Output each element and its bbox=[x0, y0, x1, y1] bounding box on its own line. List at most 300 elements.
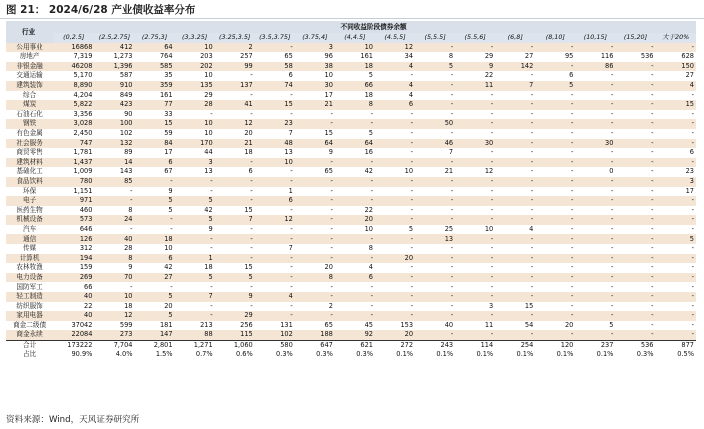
table-cell: - bbox=[615, 330, 655, 340]
table-cell: - bbox=[415, 71, 455, 81]
column-header: (3.75,4] bbox=[295, 33, 335, 43]
industry-name: 钢铁 bbox=[6, 119, 53, 129]
table-cell: - bbox=[575, 158, 615, 168]
table-cell: - bbox=[535, 244, 575, 254]
column-header: (4.5,5] bbox=[375, 33, 415, 43]
industry-name: 商贸零售 bbox=[6, 148, 53, 158]
row-header-industry: 行业 bbox=[6, 21, 53, 43]
column-header: (0,2.5] bbox=[53, 33, 94, 43]
table-cell: 5 bbox=[175, 273, 215, 283]
table-cell: 10 bbox=[135, 244, 175, 254]
table-cell: - bbox=[335, 158, 375, 168]
table-cell: 5 bbox=[575, 321, 615, 331]
table-cell: 585 bbox=[135, 62, 175, 72]
table-cell: 1,151 bbox=[53, 187, 94, 197]
table-cell: - bbox=[656, 91, 696, 101]
table-cell: - bbox=[455, 215, 495, 225]
table-cell: - bbox=[215, 196, 255, 206]
column-header: (3.5,3.75] bbox=[255, 33, 295, 43]
table-cell: 17 bbox=[656, 187, 696, 197]
table-cell: - bbox=[495, 254, 535, 264]
table-cell: - bbox=[375, 263, 415, 273]
table-cell: 92 bbox=[335, 330, 375, 340]
table-cell: - bbox=[415, 187, 455, 197]
table-cell: 4 bbox=[375, 81, 415, 91]
table-cell: - bbox=[615, 321, 655, 331]
table-cell: 86 bbox=[575, 62, 615, 72]
table-cell: 971 bbox=[53, 196, 94, 206]
table-cell: 4 bbox=[255, 292, 295, 302]
table-cell: 621 bbox=[335, 340, 375, 350]
table-cell: - bbox=[535, 129, 575, 139]
table-cell: 10 bbox=[255, 158, 295, 168]
table-cell: 27 bbox=[656, 71, 696, 81]
table-cell: 15 bbox=[295, 129, 335, 139]
table-cell: - bbox=[135, 215, 175, 225]
table-cell: 5,170 bbox=[53, 71, 94, 81]
table-cell: 66 bbox=[335, 81, 375, 91]
table-row bbox=[6, 225, 696, 235]
table-cell: 17 bbox=[295, 91, 335, 101]
table-cell: 646 bbox=[53, 225, 94, 235]
table-cell: - bbox=[415, 206, 455, 216]
table-cell: - bbox=[295, 311, 335, 321]
table-cell: - bbox=[415, 273, 455, 283]
industry-name: 轻工制造 bbox=[6, 292, 53, 302]
table-cell: 0.6% bbox=[215, 350, 255, 360]
table-cell: - bbox=[656, 321, 696, 331]
table-cell: 1,271 bbox=[175, 340, 215, 350]
table-cell: - bbox=[455, 91, 495, 101]
table-cell: 9 bbox=[215, 292, 255, 302]
table-cell: 2 bbox=[295, 302, 335, 312]
table-row bbox=[6, 62, 696, 72]
table-cell: - bbox=[575, 91, 615, 101]
table-cell: 22 bbox=[53, 302, 94, 312]
table-cell: - bbox=[415, 292, 455, 302]
table-row bbox=[6, 167, 696, 177]
table-cell: 5 bbox=[135, 196, 175, 206]
table-cell: 84 bbox=[135, 139, 175, 149]
table-cell: - bbox=[94, 225, 134, 235]
table-cell: - bbox=[215, 282, 255, 292]
table-row bbox=[6, 110, 696, 120]
table-cell: - bbox=[535, 273, 575, 283]
table-cell: - bbox=[215, 302, 255, 312]
industry-name: 建筑材料 bbox=[6, 158, 53, 168]
industry-name: 建筑装饰 bbox=[6, 81, 53, 91]
column-header: (2.75,3] bbox=[135, 33, 175, 43]
table-row bbox=[6, 148, 696, 158]
column-header: (2.5,2.75] bbox=[94, 33, 134, 43]
table-cell: 23 bbox=[255, 119, 295, 129]
table-cell: 18 bbox=[215, 148, 255, 158]
table-cell: 8 bbox=[94, 206, 134, 216]
table-cell: - bbox=[575, 187, 615, 197]
table-cell: - bbox=[535, 148, 575, 158]
table-cell: - bbox=[535, 292, 575, 302]
table-cell: - bbox=[535, 234, 575, 244]
table-cell: - bbox=[495, 43, 535, 53]
table-cell: - bbox=[375, 196, 415, 206]
table-cell: 142 bbox=[495, 62, 535, 72]
table-cell: 181 bbox=[135, 321, 175, 331]
table-cell: 22 bbox=[335, 206, 375, 216]
table-cell: 13 bbox=[415, 234, 455, 244]
column-header: 大于20% bbox=[656, 33, 696, 43]
table-cell: 20 bbox=[535, 321, 575, 331]
table-cell: 44 bbox=[175, 148, 215, 158]
table-cell: - bbox=[415, 282, 455, 292]
table-cell: - bbox=[215, 187, 255, 197]
table-cell: 20 bbox=[215, 129, 255, 139]
table-cell: - bbox=[535, 62, 575, 72]
table-cell: - bbox=[455, 330, 495, 340]
table-cell: - bbox=[295, 225, 335, 235]
table-cell: 5 bbox=[135, 292, 175, 302]
table-cell: 45 bbox=[335, 321, 375, 331]
table-cell: 5 bbox=[335, 129, 375, 139]
table-row bbox=[6, 330, 696, 340]
table-cell: 24 bbox=[94, 215, 134, 225]
table-cell: 4 bbox=[335, 263, 375, 273]
table-cell: - bbox=[615, 43, 655, 53]
table-cell: 34 bbox=[375, 52, 415, 62]
table-cell: 0.1% bbox=[495, 350, 535, 360]
table-cell: - bbox=[575, 129, 615, 139]
column-header: (4,4.5] bbox=[335, 33, 375, 43]
table-cell: - bbox=[215, 71, 255, 81]
table-cell: - bbox=[215, 158, 255, 168]
industry-name: 房地产 bbox=[6, 52, 53, 62]
table-cell: - bbox=[255, 282, 295, 292]
table-cell: - bbox=[656, 206, 696, 216]
table-cell: 50 bbox=[415, 119, 455, 129]
table-cell: - bbox=[615, 292, 655, 302]
table-cell: 2,450 bbox=[53, 129, 94, 139]
table-cell: 10 bbox=[295, 71, 335, 81]
table-cell: 5 bbox=[215, 273, 255, 283]
table-cell: 6 bbox=[215, 167, 255, 177]
table-cell: - bbox=[575, 177, 615, 187]
table-cell: 8,890 bbox=[53, 81, 94, 91]
table-cell: - bbox=[215, 244, 255, 254]
table-cell: - bbox=[255, 177, 295, 187]
table-cell: 126 bbox=[53, 234, 94, 244]
industry-name: 传媒 bbox=[6, 244, 53, 254]
table-cell: 41 bbox=[215, 100, 255, 110]
table-cell: - bbox=[535, 311, 575, 321]
table-cell: - bbox=[255, 302, 295, 312]
table-cell: 30 bbox=[575, 139, 615, 149]
table-cell: 120 bbox=[535, 340, 575, 350]
table-row bbox=[6, 187, 696, 197]
table-cell: - bbox=[495, 282, 535, 292]
table-cell: - bbox=[495, 292, 535, 302]
table-cell: 1,009 bbox=[53, 167, 94, 177]
table-cell: - bbox=[615, 158, 655, 168]
table-cell: 1 bbox=[175, 254, 215, 264]
table-cell: - bbox=[255, 206, 295, 216]
table-cell: - bbox=[175, 177, 215, 187]
table-cell: 90 bbox=[94, 110, 134, 120]
table-cell: 3,356 bbox=[53, 110, 94, 120]
industry-name: 电子 bbox=[6, 196, 53, 206]
table-cell: - bbox=[455, 282, 495, 292]
industry-name: 计算机 bbox=[6, 254, 53, 264]
table-cell: - bbox=[615, 187, 655, 197]
table-cell: - bbox=[295, 206, 335, 216]
title-divider bbox=[0, 18, 704, 19]
table-cell: 8 bbox=[415, 52, 455, 62]
table-cell: 254 bbox=[495, 340, 535, 350]
table-cell: - bbox=[495, 119, 535, 129]
table-cell: 99 bbox=[215, 62, 255, 72]
table-cell: - bbox=[455, 206, 495, 216]
table-cell: 66 bbox=[53, 282, 94, 292]
table-cell: 16 bbox=[335, 148, 375, 158]
table-cell: - bbox=[575, 206, 615, 216]
table-cell: 1,273 bbox=[94, 52, 134, 62]
table-cell: - bbox=[375, 177, 415, 187]
table-cell: - bbox=[615, 167, 655, 177]
table-cell: - bbox=[175, 187, 215, 197]
table-cell: - bbox=[415, 215, 455, 225]
industry-name: 综合 bbox=[6, 91, 53, 101]
table-cell: 13 bbox=[255, 148, 295, 158]
table-cell: 17 bbox=[135, 148, 175, 158]
table-cell: 42 bbox=[135, 263, 175, 273]
table-cell: - bbox=[455, 234, 495, 244]
table-cell: 0.1% bbox=[535, 350, 575, 360]
table-cell: - bbox=[295, 187, 335, 197]
table-cell: - bbox=[656, 292, 696, 302]
table-cell: 0.1% bbox=[415, 350, 455, 360]
table-cell: - bbox=[415, 177, 455, 187]
table-cell: 15 bbox=[215, 263, 255, 273]
table-cell: 10 bbox=[175, 119, 215, 129]
table-cell: 89 bbox=[94, 148, 134, 158]
table-cell: 9 bbox=[94, 263, 134, 273]
table-cell: - bbox=[535, 177, 575, 187]
table-cell: - bbox=[615, 177, 655, 187]
yield-distribution-table bbox=[6, 21, 696, 360]
table-cell: - bbox=[615, 254, 655, 264]
table-cell: 2,801 bbox=[135, 340, 175, 350]
table-cell: 90.9% bbox=[53, 350, 94, 360]
industry-name: 农林牧渔 bbox=[6, 263, 53, 273]
table-cell: - bbox=[94, 196, 134, 206]
table-cell: - bbox=[495, 139, 535, 149]
table-cell: - bbox=[656, 225, 696, 235]
table-cell: - bbox=[615, 139, 655, 149]
table-cell: 6 bbox=[656, 148, 696, 158]
table-cell: 5 bbox=[175, 215, 215, 225]
table-cell: 460 bbox=[53, 206, 94, 216]
table-cell: - bbox=[575, 244, 615, 254]
industry-name: 石油石化 bbox=[6, 110, 53, 120]
table-cell: 42 bbox=[335, 167, 375, 177]
table-cell: 29 bbox=[455, 52, 495, 62]
table-cell: 15 bbox=[135, 119, 175, 129]
table-cell: - bbox=[656, 196, 696, 206]
column-header: (3,3.25] bbox=[175, 33, 215, 43]
table-cell: - bbox=[215, 234, 255, 244]
table-cell: - bbox=[575, 330, 615, 340]
table-cell: 28 bbox=[175, 100, 215, 110]
table-cell: - bbox=[656, 273, 696, 283]
table-cell: 40 bbox=[94, 234, 134, 244]
table-cell: 173222 bbox=[53, 340, 94, 350]
table-cell: 243 bbox=[415, 340, 455, 350]
table-cell: 4 bbox=[495, 225, 535, 235]
table-cell: - bbox=[375, 215, 415, 225]
table-cell: - bbox=[615, 196, 655, 206]
table-cell: - bbox=[575, 225, 615, 235]
table-cell: - bbox=[335, 292, 375, 302]
table-cell: - bbox=[335, 302, 375, 312]
table-cell: 9 bbox=[135, 187, 175, 197]
table-cell: - bbox=[535, 196, 575, 206]
table-cell: 4,204 bbox=[53, 91, 94, 101]
table-cell: 0.3% bbox=[335, 350, 375, 360]
table-column-header-row bbox=[6, 33, 696, 43]
table-row bbox=[6, 196, 696, 206]
table-cell: 3 bbox=[295, 43, 335, 53]
table-cell: - bbox=[535, 215, 575, 225]
table-cell: 20 bbox=[295, 263, 335, 273]
table-cell: 15 bbox=[656, 100, 696, 110]
table-cell: - bbox=[495, 110, 535, 120]
table-cell: - bbox=[375, 292, 415, 302]
table-cell: - bbox=[656, 139, 696, 149]
table-cell: 21 bbox=[415, 167, 455, 177]
table-cell: 102 bbox=[255, 330, 295, 340]
table-cell: 8 bbox=[335, 100, 375, 110]
table-cell: - bbox=[656, 311, 696, 321]
table-cell: - bbox=[455, 119, 495, 129]
table-cell: - bbox=[495, 206, 535, 216]
table-cell: - bbox=[535, 119, 575, 129]
table-cell: - bbox=[295, 292, 335, 302]
table-cell: 116 bbox=[575, 52, 615, 62]
table-cell: - bbox=[335, 311, 375, 321]
table-cell: 137 bbox=[215, 81, 255, 91]
table-cell: 18 bbox=[94, 302, 134, 312]
table-cell: 0.3% bbox=[615, 350, 655, 360]
table-cell: - bbox=[375, 139, 415, 149]
industry-name: 公用事业 bbox=[6, 43, 53, 53]
table-cell: - bbox=[135, 177, 175, 187]
table-cell: - bbox=[575, 273, 615, 283]
table-cell: 15 bbox=[255, 100, 295, 110]
table-cell: - bbox=[575, 215, 615, 225]
table-cell: 764 bbox=[135, 52, 175, 62]
table-cell: - bbox=[615, 273, 655, 283]
table-cell: 5 bbox=[656, 234, 696, 244]
table-cell: - bbox=[415, 311, 455, 321]
table-cell: - bbox=[615, 119, 655, 129]
table-cell: - bbox=[415, 330, 455, 340]
table-cell: 147 bbox=[135, 330, 175, 340]
table-cell: 1,437 bbox=[53, 158, 94, 168]
table-cell: - bbox=[455, 244, 495, 254]
table-row bbox=[6, 263, 696, 273]
table-cell: 6 bbox=[535, 71, 575, 81]
table-cell: 143 bbox=[94, 167, 134, 177]
table-cell: 13 bbox=[175, 167, 215, 177]
table-cell: 15 bbox=[495, 302, 535, 312]
table-cell: 6 bbox=[135, 158, 175, 168]
table-cell: - bbox=[656, 330, 696, 340]
ratio-row bbox=[6, 350, 696, 360]
table-cell: - bbox=[295, 196, 335, 206]
table-row bbox=[6, 100, 696, 110]
table-cell: 1,396 bbox=[94, 62, 134, 72]
table-cell: 780 bbox=[53, 177, 94, 187]
table-cell: - bbox=[535, 187, 575, 197]
table-cell: - bbox=[535, 254, 575, 264]
table-cell: 0.1% bbox=[375, 350, 415, 360]
table-cell: 5 bbox=[135, 206, 175, 216]
table-cell: 580 bbox=[255, 340, 295, 350]
table-cell: 6 bbox=[375, 100, 415, 110]
table-cell: 159 bbox=[53, 263, 94, 273]
table-cell: - bbox=[615, 263, 655, 273]
table-cell: - bbox=[495, 158, 535, 168]
table-cell: - bbox=[615, 225, 655, 235]
table-cell: 6 bbox=[335, 273, 375, 283]
table-cell: - bbox=[255, 254, 295, 264]
table-row bbox=[6, 177, 696, 187]
table-cell: 1,781 bbox=[53, 148, 94, 158]
table-cell: 22084 bbox=[53, 330, 94, 340]
table-cell: 647 bbox=[295, 340, 335, 350]
table-cell: 11 bbox=[455, 321, 495, 331]
table-row bbox=[6, 244, 696, 254]
table-cell: - bbox=[295, 119, 335, 129]
table-cell: 77 bbox=[135, 100, 175, 110]
table-cell: 132 bbox=[94, 139, 134, 149]
industry-name: 煤炭 bbox=[6, 100, 53, 110]
table-cell: 6 bbox=[255, 71, 295, 81]
table-cell: 7,704 bbox=[94, 340, 134, 350]
table-cell: 12 bbox=[455, 167, 495, 177]
table-cell: 747 bbox=[53, 139, 94, 149]
table-cell: - bbox=[375, 273, 415, 283]
table-cell: 7 bbox=[415, 148, 455, 158]
table-cell: 161 bbox=[135, 91, 175, 101]
table-cell: - bbox=[495, 100, 535, 110]
table-row bbox=[6, 254, 696, 264]
table-cell: - bbox=[615, 234, 655, 244]
table-cell: 5 bbox=[375, 225, 415, 235]
industry-name: 有色金属 bbox=[6, 129, 53, 139]
table-cell: - bbox=[575, 100, 615, 110]
table-cell: 59 bbox=[135, 129, 175, 139]
ratio-row-label: 占比 bbox=[6, 350, 53, 360]
table-cell: 5 bbox=[535, 81, 575, 91]
industry-name: 医药生物 bbox=[6, 206, 53, 216]
table-cell: - bbox=[575, 282, 615, 292]
table-cell: - bbox=[575, 81, 615, 91]
table-cell: - bbox=[535, 225, 575, 235]
table-cell: 536 bbox=[615, 52, 655, 62]
industry-name: 纺织服饰 bbox=[6, 302, 53, 312]
table-cell: - bbox=[455, 43, 495, 53]
table-cell: - bbox=[535, 330, 575, 340]
table-cell: 5,822 bbox=[53, 100, 94, 110]
